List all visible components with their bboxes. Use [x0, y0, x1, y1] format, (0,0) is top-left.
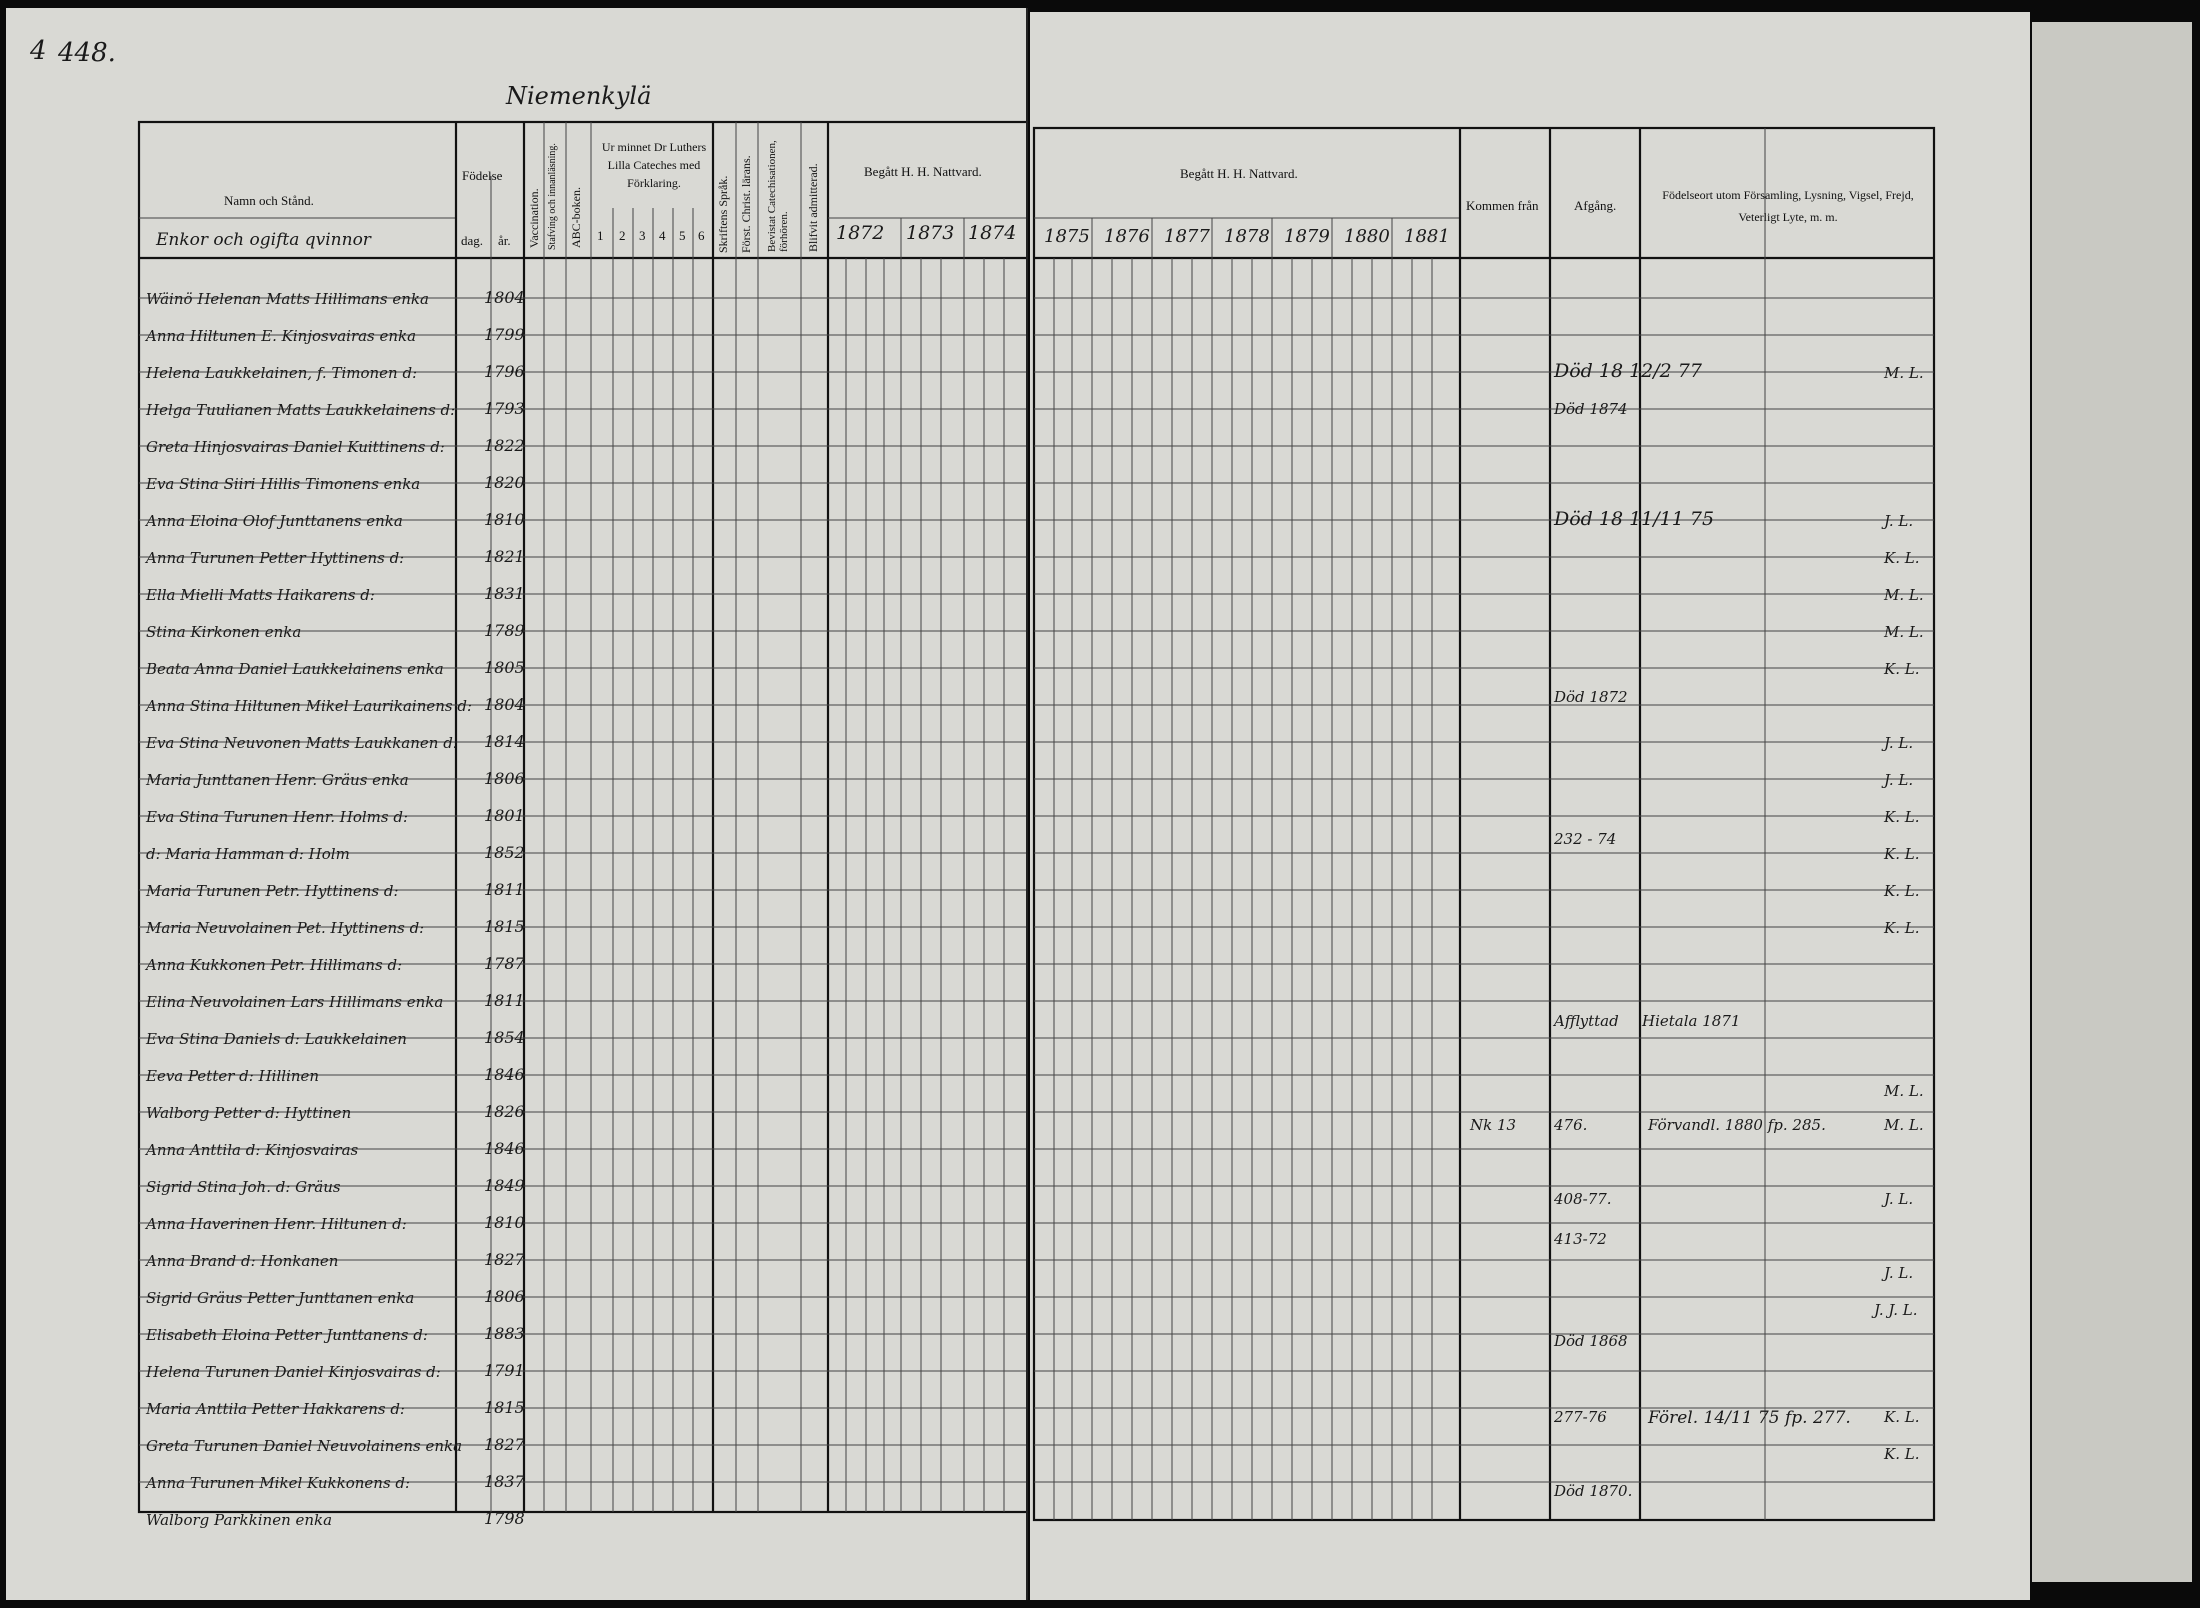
header-birth-year: år.	[498, 233, 511, 248]
departure-note: Afflyttad	[1554, 1012, 1619, 1030]
initials: K. L.	[1884, 1445, 1920, 1463]
header-birth-day: dag.	[461, 233, 484, 248]
row-name: Maria Neuvolainen Pet. Hyttinens d:	[146, 919, 425, 937]
header-communion-right: Begått H. H. Nattvard.	[1180, 166, 1298, 181]
row-name: Eva Stina Siiri Hillis Timonens enka	[146, 475, 421, 493]
catechism-col-1: 1	[597, 228, 604, 243]
remark-note: Förvandl. 1880 fp. 285.	[1648, 1116, 1826, 1134]
initials: M. L.	[1884, 1082, 1924, 1100]
year-1873: 1873	[906, 222, 955, 244]
year-1881: 1881	[1404, 226, 1450, 247]
header-vaccination: Vaccination.	[527, 188, 541, 248]
year-1875: 1875	[1044, 226, 1090, 247]
row-year: 1820	[484, 473, 525, 492]
row-year: 1854	[484, 1028, 525, 1047]
row-year: 1815	[484, 1398, 525, 1417]
row-name: Helena Laukkelainen, f. Timonen d:	[146, 364, 418, 382]
year-1880: 1880	[1344, 226, 1390, 247]
catechism-col-6: 6	[698, 228, 705, 243]
row-name: Eva Stina Daniels d: Laukkelainen	[146, 1030, 407, 1048]
row-name: Maria Anttila Petter Hakkarens d:	[146, 1400, 405, 1418]
row-name: Ella Mielli Matts Haikarens d:	[146, 586, 375, 604]
remark-note: Hietala 1871	[1642, 1012, 1741, 1030]
row-name: Helena Turunen Daniel Kinjosvairas d:	[146, 1363, 441, 1381]
header-birth: Födelse	[462, 168, 503, 183]
page-number: 448.	[58, 38, 116, 68]
page-title: Niemenkylä	[506, 82, 652, 110]
initials: J. L.	[1884, 512, 1914, 530]
row-year: 1837	[484, 1472, 525, 1491]
row-name: Maria Turunen Petr. Hyttinens d:	[146, 882, 399, 900]
row-year: 1791	[484, 1361, 525, 1380]
row-year: 1810	[484, 1213, 525, 1232]
row-name: Greta Turunen Daniel Neuvolainens enka	[146, 1437, 463, 1455]
row-year: 1806	[484, 1287, 525, 1306]
initials: K. L.	[1884, 919, 1920, 937]
initials: J. J. L.	[1874, 1301, 1918, 1319]
initials: K. L.	[1884, 1408, 1920, 1426]
row-name: Walborg Petter d: Hyttinen	[146, 1104, 352, 1122]
row-name: Maria Junttanen Henr. Gräus enka	[146, 771, 409, 789]
remark-note: Förel. 14/11 75 fp. 277.	[1648, 1408, 1851, 1428]
row-name: Anna Anttila d: Kinjosvairas	[146, 1141, 359, 1159]
row-year: 1846	[484, 1139, 525, 1158]
row-name: Anna Turunen Mikel Kukkonens d:	[146, 1474, 411, 1492]
row-year: 1811	[484, 880, 525, 899]
row-name: Helga Tuulianen Matts Laukkelainens d:	[146, 401, 456, 419]
initials: J. L.	[1884, 734, 1914, 752]
header-communion-left: Begått H. H. Nattvard.	[864, 164, 982, 179]
year-1874: 1874	[968, 222, 1017, 244]
row-year: 1814	[484, 732, 525, 751]
initials: K. L.	[1884, 808, 1920, 826]
row-name: d: Maria Hamman d: Holm	[146, 845, 350, 863]
catechism-col-5: 5	[679, 228, 686, 243]
departure-note: 413-72	[1554, 1230, 1607, 1248]
row-year: 1804	[484, 288, 525, 307]
row-name: Anna Haverinen Henr. Hiltunen d:	[146, 1215, 407, 1233]
initials: J. L.	[1884, 1264, 1914, 1282]
row-year: 1831	[484, 584, 525, 603]
row-name: Anna Kukkonen Petr. Hillimans d:	[146, 956, 403, 974]
departure-note: Död 18 11/11 75	[1554, 508, 1715, 530]
right-ruling	[1030, 12, 2030, 1600]
row-year: 1827	[484, 1435, 525, 1454]
initials: M. L.	[1884, 364, 1924, 382]
initials: J. L.	[1884, 1190, 1914, 1208]
row-year: 1852	[484, 843, 525, 862]
header-scripture: Skriftens Språk.	[716, 175, 730, 253]
row-year: 1804	[484, 695, 525, 714]
row-year: 1826	[484, 1102, 525, 1121]
row-name: Wäinö Helenan Matts Hillimans enka	[146, 290, 429, 308]
row-year: 1793	[484, 399, 525, 418]
initials: K. L.	[1884, 549, 1920, 567]
initials: M. L.	[1884, 1116, 1924, 1134]
initials: K. L.	[1884, 660, 1920, 678]
row-year: 1789	[484, 621, 525, 640]
row-name: Stina Kirkonen enka	[146, 623, 302, 641]
row-year: 1883	[484, 1324, 525, 1343]
row-year: 1810	[484, 510, 525, 529]
initials: M. L.	[1884, 586, 1924, 604]
header-name: Namn och Stånd.	[224, 193, 314, 208]
catechism-col-3: 3	[639, 228, 646, 243]
row-name: Greta Hinjosvairas Daniel Kuittinens d:	[146, 438, 445, 456]
header-remarks: Födelseort utom Församling, Lysning, Vigsel, Frejd, Veterligt Lyte, m. m.	[1662, 188, 1914, 224]
row-name: Eva Stina Neuvonen Matts Laukkanen d:	[146, 734, 458, 752]
header-christianity: Först. Christ. lärans.	[739, 155, 753, 253]
row-name: Eva Stina Turunen Henr. Holms d:	[146, 808, 409, 826]
row-year: 1815	[484, 917, 525, 936]
left-page	[6, 8, 1028, 1600]
row-name: Anna Brand d: Honkanen	[146, 1252, 339, 1270]
year-1879: 1879	[1284, 226, 1330, 247]
row-year: 1796	[484, 362, 525, 381]
row-name: Anna Turunen Petter Hyttinens d:	[146, 549, 405, 567]
row-year: 1821	[484, 547, 525, 566]
row-year: 1805	[484, 658, 525, 677]
departure-note: 408-77.	[1554, 1190, 1612, 1208]
initials: K. L.	[1884, 882, 1920, 900]
row-name: Sigrid Stina Joh. d: Gräus	[146, 1178, 341, 1196]
row-year: 1846	[484, 1065, 525, 1084]
row-year: 1822	[484, 436, 525, 455]
row-year: 1801	[484, 806, 525, 825]
initials: J. L.	[1884, 771, 1914, 789]
initials: K. L.	[1884, 845, 1920, 863]
year-1872: 1872	[836, 222, 885, 244]
departure-note: Död 18 12/2 77	[1554, 360, 1702, 382]
departure-note: Död 1870.	[1554, 1482, 1633, 1500]
row-name: Eeva Petter d: Hillinen	[146, 1067, 320, 1085]
departure-note: Död 1874	[1554, 400, 1628, 418]
row-year: 1849	[484, 1176, 525, 1195]
departure-note: Död 1868	[1554, 1332, 1628, 1350]
right-page	[1030, 12, 2030, 1600]
header-departure: Afgång.	[1574, 198, 1617, 213]
row-name: Sigrid Gräus Petter Junttanen enka	[146, 1289, 415, 1307]
row-name: Walborg Parkkinen enka	[146, 1511, 333, 1529]
row-year: 1787	[484, 954, 525, 973]
row-year: 1799	[484, 325, 525, 344]
came-from-note: Nk 13	[1470, 1116, 1517, 1134]
row-name: Anna Hiltunen E. Kinjosvairas enka	[146, 327, 417, 345]
header-reading: Stafving och innanläsning.	[547, 143, 558, 250]
departure-note: 232 - 74	[1554, 830, 1617, 848]
departure-note: 476.	[1554, 1116, 1588, 1134]
departure-note: Död 1872	[1554, 688, 1628, 706]
catechism-col-4: 4	[659, 228, 666, 243]
section-heading: Enkor och ogifta qvinnor	[156, 230, 371, 250]
row-year: 1811	[484, 991, 525, 1010]
row-name: Beata Anna Daniel Laukkelainens enka	[146, 660, 444, 678]
year-1876: 1876	[1104, 226, 1150, 247]
row-year: 1798	[484, 1509, 525, 1528]
row-year: 1827	[484, 1250, 525, 1269]
header-abc: ABC-boken.	[569, 187, 583, 248]
row-name: Anna Stina Hiltunen Mikel Laurikainens d:	[146, 697, 473, 715]
departure-note: 277-76	[1554, 1408, 1607, 1426]
initials: M. L.	[1884, 623, 1924, 641]
row-name: Elina Neuvolainen Lars Hillimans enka	[146, 993, 444, 1011]
header-admitted: Blifvit admitterad.	[806, 163, 820, 252]
header-catechism: Ur minnet Dr Luthers Lilla Cateches med Förklaring.	[601, 140, 707, 190]
header-came-from: Kommen från	[1466, 198, 1539, 213]
year-1877: 1877	[1164, 226, 1210, 247]
header-catechism-book: Bevistat Catechisationen, förhören.	[766, 140, 790, 252]
next-page-edge	[2032, 22, 2192, 1582]
row-name: Anna Eloina Olof Junttanens enka	[146, 512, 403, 530]
year-1878: 1878	[1224, 226, 1270, 247]
row-year: 1806	[484, 769, 525, 788]
margin-mark: 4	[30, 36, 47, 66]
row-name: Elisabeth Eloina Petter Junttanens d:	[146, 1326, 428, 1344]
catechism-col-2: 2	[619, 228, 626, 243]
